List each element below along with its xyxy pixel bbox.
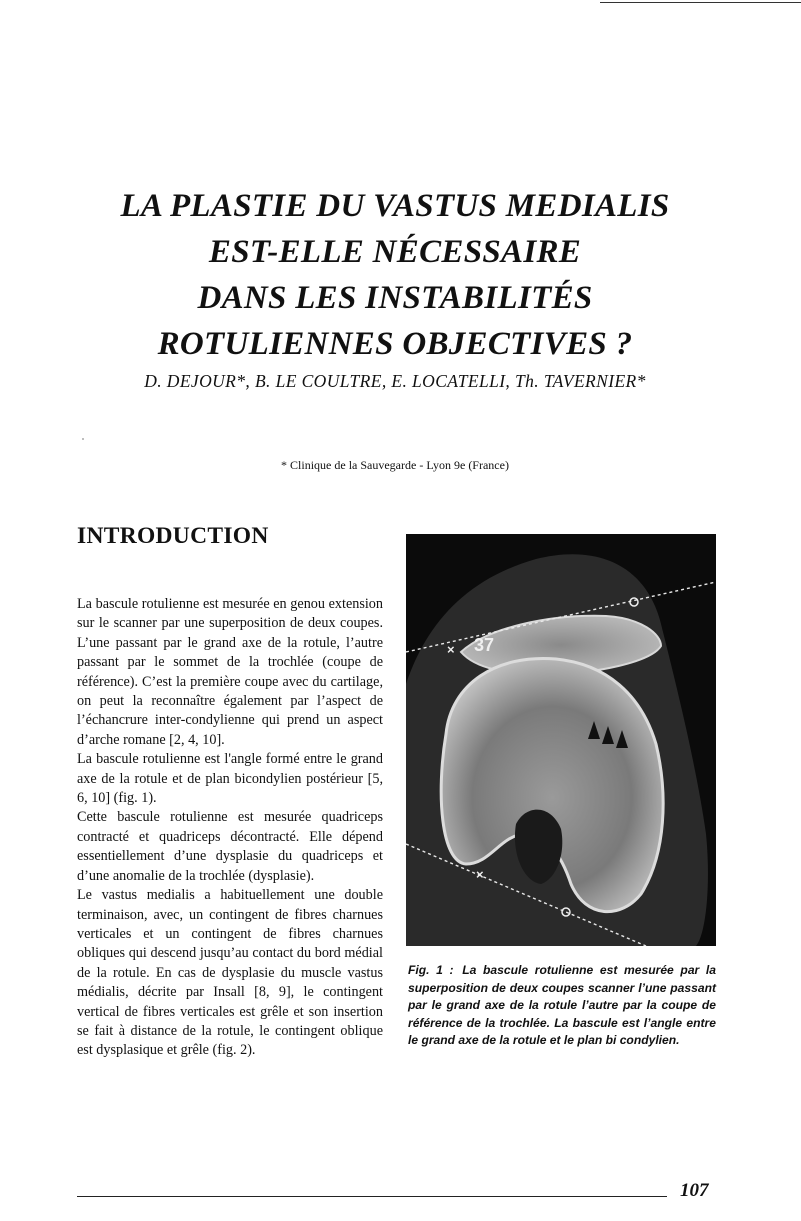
paragraph: Le vastus medialis a habituellement une double terminaison, avec, un contingent de fibres charnues verticales et un contingent de fibres charnues obliques qui descend jusqu’au contact du bord médial de la rotule. En cas de dysplasie du muscle vastus médialis, décrite par Insall [8, 9], le contingent vertical de fibres verticales est grêle et son insertion se fait à distance de la rotule, le contingent oblique est dysplasique et grêle (fig. 2).	[77, 887, 383, 1059]
knee-ct-image	[406, 534, 716, 946]
svg-text:×: ×	[476, 867, 484, 882]
svg-text:×: ×	[447, 642, 455, 657]
authors: D. DEJOUR*, B. LE COULTRE, E. LOCATELLI, Th. TAVERNIER*	[144, 371, 646, 391]
title-line: EST-ELLE NÉCESSAIRE	[208, 234, 582, 270]
angle-label: 37	[474, 635, 495, 655]
scan-speck	[82, 438, 84, 440]
ct-scan-figure	[406, 534, 716, 946]
section-heading: INTRODUCTION	[77, 523, 269, 549]
paragraph: La bascule rotulienne est l'angle formé entre le grand axe de la rotule et de plan bicondylien postérieur [5, 6, 10] (fig. 1).	[77, 751, 383, 807]
figure-caption	[408, 962, 716, 1050]
paragraph: Cette bascule rotulienne est mesurée quadriceps contracté et quadriceps décontracté. Elle dépend essentiellement d’une dysplasie du quadriceps et d’une anomalie de la trochlée (dysplasie).	[77, 809, 383, 884]
paragraph: La bascule rotulienne est mesurée en genou extension sur le scanner par une superposition de deux coupes. L’une passant par le grand axe de la rotule, l’autre passant par le sommet de la trochlée (coupe de référence). C’est la première coupe avec du cartilage, on peut la reconnaître également par l’aspect de l’échancrure inter-condylienne qui prend un aspect d’arche romane [2, 4, 10].	[77, 596, 383, 748]
page-number: 107	[680, 1180, 709, 1201]
body-text	[77, 595, 383, 1061]
article-title	[70, 183, 720, 367]
footer-rule	[77, 1196, 667, 1197]
caption-text: La bascule rotulienne est mesurée par la superposition de deux coupes scanner l’une passant par le grand axe de la rotule l’autre par la coupe de référence de la trochlée. La bascule est l’angle entre le grand axe de la rotule et le plan bi condylien.	[408, 963, 717, 1048]
title-line: DANS LES INSTABILITÉS	[197, 280, 593, 316]
caption-label: Fig. 1 :	[408, 963, 454, 977]
affiliation: * Clinique de la Sauvegarde - Lyon 9e (France)	[281, 458, 509, 472]
title-line: LA PLASTIE DU VASTUS MEDIALIS	[120, 188, 670, 224]
top-rule	[600, 2, 801, 3]
title-line: ROTULIENNES OBJECTIVES ?	[157, 326, 633, 362]
